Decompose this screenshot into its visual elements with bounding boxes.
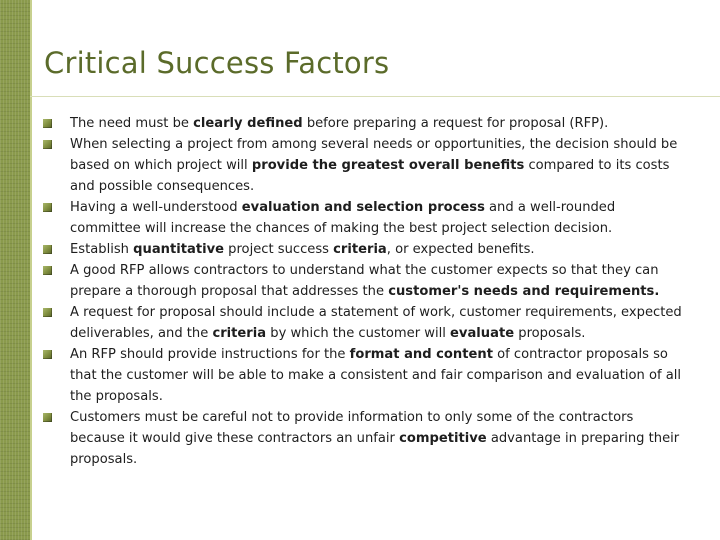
bullet-text (70, 410, 679, 467)
bullet-text-segment: by which the customer will (266, 326, 451, 341)
slide-title: Critical Success Factors (44, 46, 390, 80)
bullet-emphasis: customer's needs and requirements. (388, 284, 660, 299)
bullet-emphasis: provide the greatest overall benefits (251, 158, 525, 173)
bullet-emphasis: competitive (399, 431, 487, 446)
bullet-emphasis: criteria (212, 326, 267, 341)
bullet-text-segment: Having a well-understood (70, 200, 242, 215)
bullet-text-segment: A request for proposal should include a statement of work, customer requirements, expected deliverables, and the (70, 305, 682, 341)
bullet-item (40, 197, 688, 239)
bullet-text-segment: proposals. (514, 326, 586, 341)
bullet-text-segment: of contractor proposals so that the customer will be able to make a consistent and fair comparison and evaluation of all the proposals. (70, 347, 682, 404)
bullet-text-segment: A good RFP allows contractors to understand what the customer expects so that they can prepare a thorough proposal that addresses the (70, 263, 659, 299)
bullet-emphasis: clearly defined (193, 116, 303, 131)
square-bullet-icon (43, 413, 52, 422)
bullet-item (40, 134, 688, 197)
bullet-text-segment: advantage in preparing their proposals. (70, 431, 680, 467)
title-divider (30, 96, 720, 97)
square-bullet-icon (43, 350, 52, 359)
bullet-text-segment: compared to its costs and possible consequences. (70, 158, 670, 194)
bullet-text-segment: before preparing a request for proposal (RFP). (302, 116, 609, 131)
bullet-item (40, 344, 688, 407)
bullet-text (70, 116, 608, 131)
square-bullet-icon (43, 245, 52, 254)
bullet-item (40, 260, 688, 302)
bullet-list (40, 113, 688, 470)
bullet-text (70, 137, 677, 194)
bullet-item (40, 302, 688, 344)
square-bullet-icon (43, 308, 52, 317)
bullet-item (40, 407, 688, 470)
bullet-item (40, 113, 688, 134)
bullet-item (40, 239, 688, 260)
bullet-text (70, 200, 615, 236)
bullet-text (70, 305, 682, 341)
square-bullet-icon (43, 119, 52, 128)
bullet-text-segment: Establish (70, 242, 134, 257)
bullet-text-segment: and a well-rounded committee will increase the chances of making the best project selection decision. (70, 200, 616, 236)
bullet-text-segment: , or expected benefits. (386, 242, 535, 257)
square-bullet-icon (43, 266, 52, 275)
side-band-divider (30, 0, 32, 540)
bullet-text-segment: Customers must be careful not to provide information to only some of the contractors because it would give these contractors an unfair (70, 410, 634, 446)
bullet-emphasis: format and content (349, 347, 493, 362)
bullet-text (70, 242, 535, 257)
bullet-emphasis: evaluation and selection process (241, 200, 485, 215)
bullet-text (70, 347, 681, 404)
square-bullet-icon (43, 203, 52, 212)
bullet-emphasis: evaluate (450, 326, 515, 341)
decorative-side-band (0, 0, 30, 540)
bullet-text-segment: project success (223, 242, 334, 257)
bullet-text-segment: The need must be (70, 116, 194, 131)
bullet-text (70, 263, 659, 299)
bullet-text-segment: An RFP should provide instructions for the (70, 347, 350, 362)
bullet-emphasis: quantitative (133, 242, 224, 257)
bullet-text-segment: When selecting a project from among several needs or opportunities, the decision should be based on which project will (70, 137, 678, 173)
bullet-emphasis: criteria (333, 242, 387, 257)
square-bullet-icon (43, 140, 52, 149)
